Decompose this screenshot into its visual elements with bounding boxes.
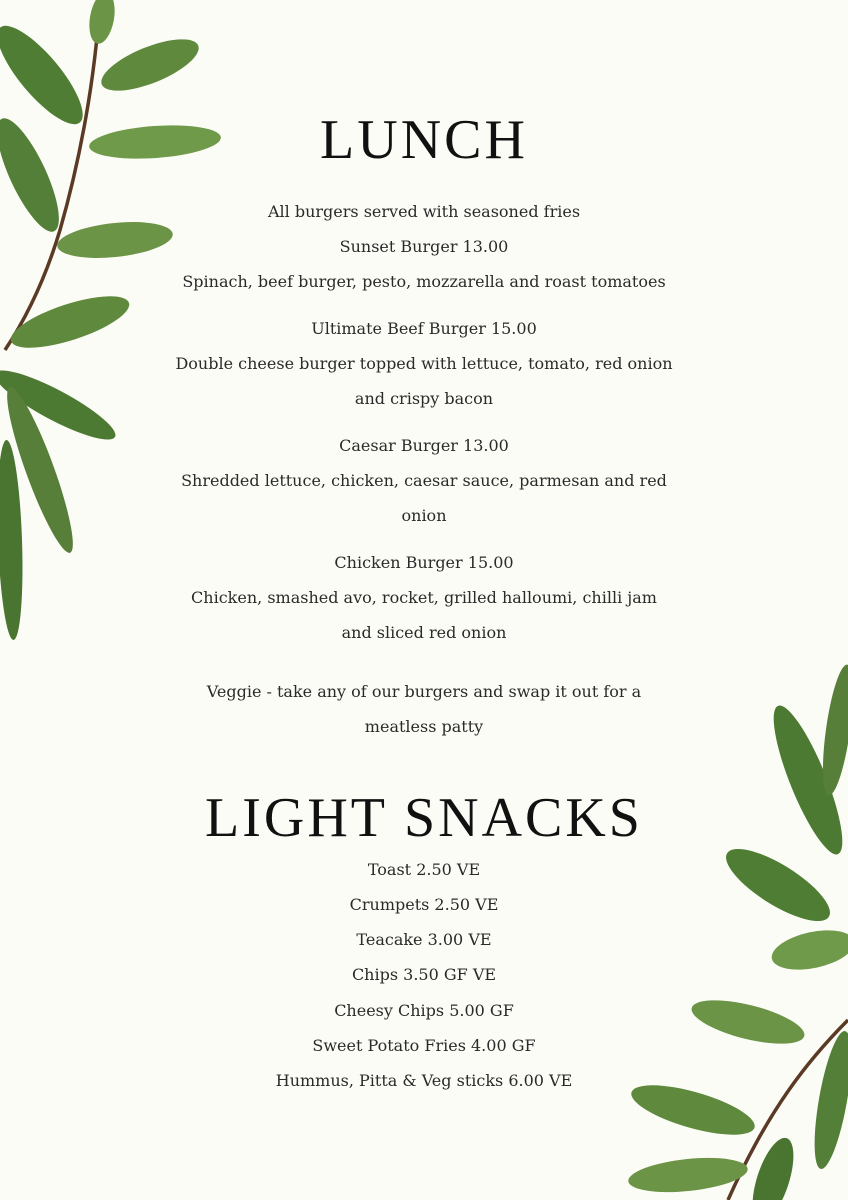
menu-item-name-price: Caesar Burger 13.00 [339, 436, 509, 455]
menu-item-name-price: Chicken Burger 15.00 [334, 553, 514, 572]
snack-item: Cheesy Chips 5.00 GF [334, 1001, 514, 1020]
lunch-intro: All burgers served with seasoned fries [267, 202, 581, 221]
snack-item: Teacake 3.00 VE [356, 930, 492, 949]
veggie-note: Veggie - take any of our burgers and swap it out for a [206, 682, 642, 701]
menu-item-description: and sliced red onion [341, 623, 507, 642]
lunch-heading: LUNCH [320, 109, 528, 171]
menu-item-name-price: Ultimate Beef Burger 15.00 [311, 319, 537, 338]
snack-item: Toast 2.50 VE [367, 860, 481, 879]
snack-item: Crumpets 2.50 VE [349, 895, 499, 914]
menu-item-description: and crispy bacon [354, 389, 494, 408]
snack-item: Hummus, Pitta & Veg sticks 6.00 VE [275, 1071, 573, 1090]
light-snacks-heading: LIGHT SNACKS [205, 787, 643, 849]
menu-item-description: Spinach, beef burger, pesto, mozzarella and roast tomatoes [182, 272, 666, 291]
snack-item: Sweet Potato Fries 4.00 GF [312, 1036, 536, 1055]
menu-item-description: Double cheese burger topped with lettuce, tomato, red onion [175, 354, 673, 373]
menu-item-description: Shredded lettuce, chicken, caesar sauce, parmesan and red [181, 471, 667, 490]
menu-item-description: Chicken, smashed avo, rocket, grilled halloumi, chilli jam [191, 588, 657, 607]
veggie-note: meatless patty [364, 717, 484, 736]
menu-item-name-price: Sunset Burger 13.00 [339, 237, 509, 256]
snack-item: Chips 3.50 GF VE [351, 965, 497, 984]
menu-item-description: onion [401, 506, 447, 525]
